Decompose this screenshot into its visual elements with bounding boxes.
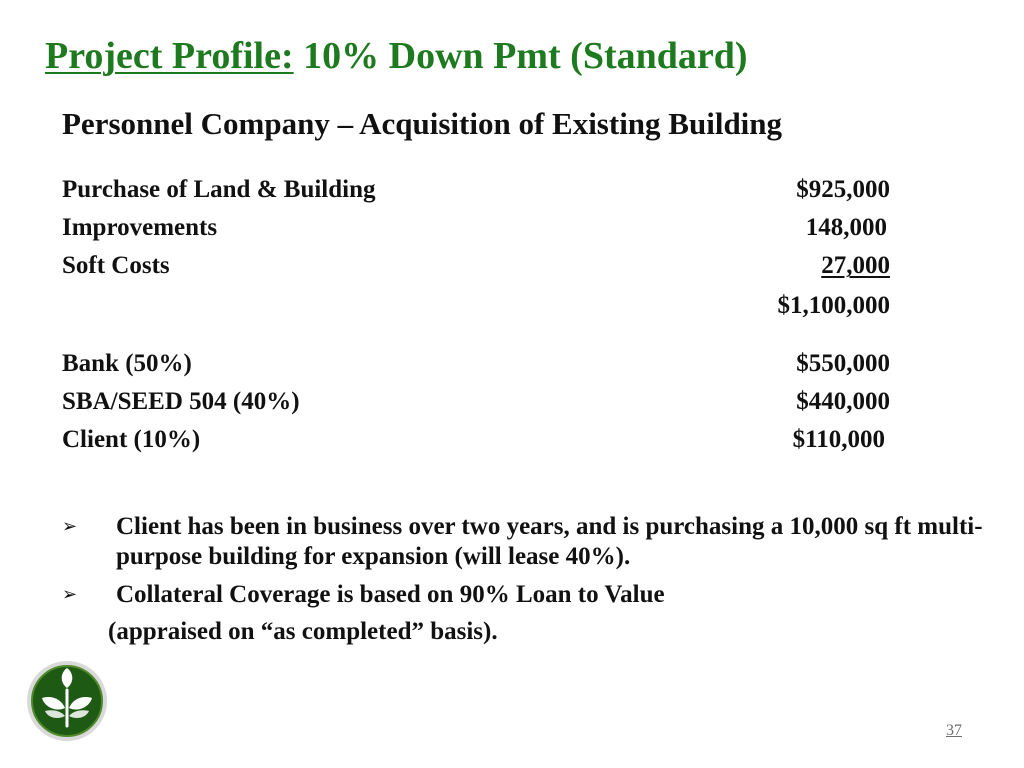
financing-row-client: [62, 426, 890, 458]
cost-amount: 27,000: [821, 252, 890, 279]
cost-amount: $925,000: [796, 176, 890, 203]
cost-label: Soft Costs: [62, 252, 170, 279]
cost-label: Purchase of Land & Building: [62, 176, 376, 203]
page-number: 37: [946, 722, 962, 739]
cost-row-soft-costs: [62, 252, 890, 284]
financing-row-bank: [62, 350, 890, 382]
title-rest: 10% Down Pmt (Standard): [293, 35, 748, 77]
slide-title: [45, 34, 748, 78]
cost-total: $1,100,000: [777, 292, 890, 319]
slide-subtitle: Personnel Company – Acquisition of Existing Building: [62, 106, 783, 141]
financing-label: Client (10%): [62, 426, 201, 453]
financing-amount: $440,000: [796, 388, 890, 415]
bullet-list: [62, 512, 1002, 618]
title-lead: Project Profile:: [45, 35, 294, 77]
cost-label: Improvements: [62, 214, 218, 241]
seedling-logo-icon: [26, 660, 108, 742]
financing-amount: $550,000: [796, 350, 890, 377]
bullet-text: Client has been in business over two years, and is purchasing a 10,000 sq ft multi-purpose building for expansion (will lease 40%).: [116, 513, 983, 570]
bullet-item: [62, 580, 1002, 610]
bullet-item: [62, 512, 1002, 572]
cost-total-row: [62, 292, 890, 324]
bullet-text: Collateral Coverage is based on 90% Loan to Value: [116, 581, 665, 608]
financing-label: SBA/SEED 504 (40%): [62, 388, 300, 415]
cost-row-purchase: [62, 176, 890, 208]
arrow-bullet-icon: ➢: [62, 516, 78, 537]
cost-amount: 148,000: [805, 214, 887, 241]
financing-row-sba: [62, 388, 890, 420]
bullet-continuation: (appraised on “as completed” basis).: [108, 618, 498, 645]
arrow-bullet-icon: ➢: [62, 584, 78, 605]
financing-amount: $110,000: [792, 426, 885, 453]
financing-label: Bank (50%): [62, 350, 192, 377]
cost-row-improvements: [62, 214, 890, 246]
